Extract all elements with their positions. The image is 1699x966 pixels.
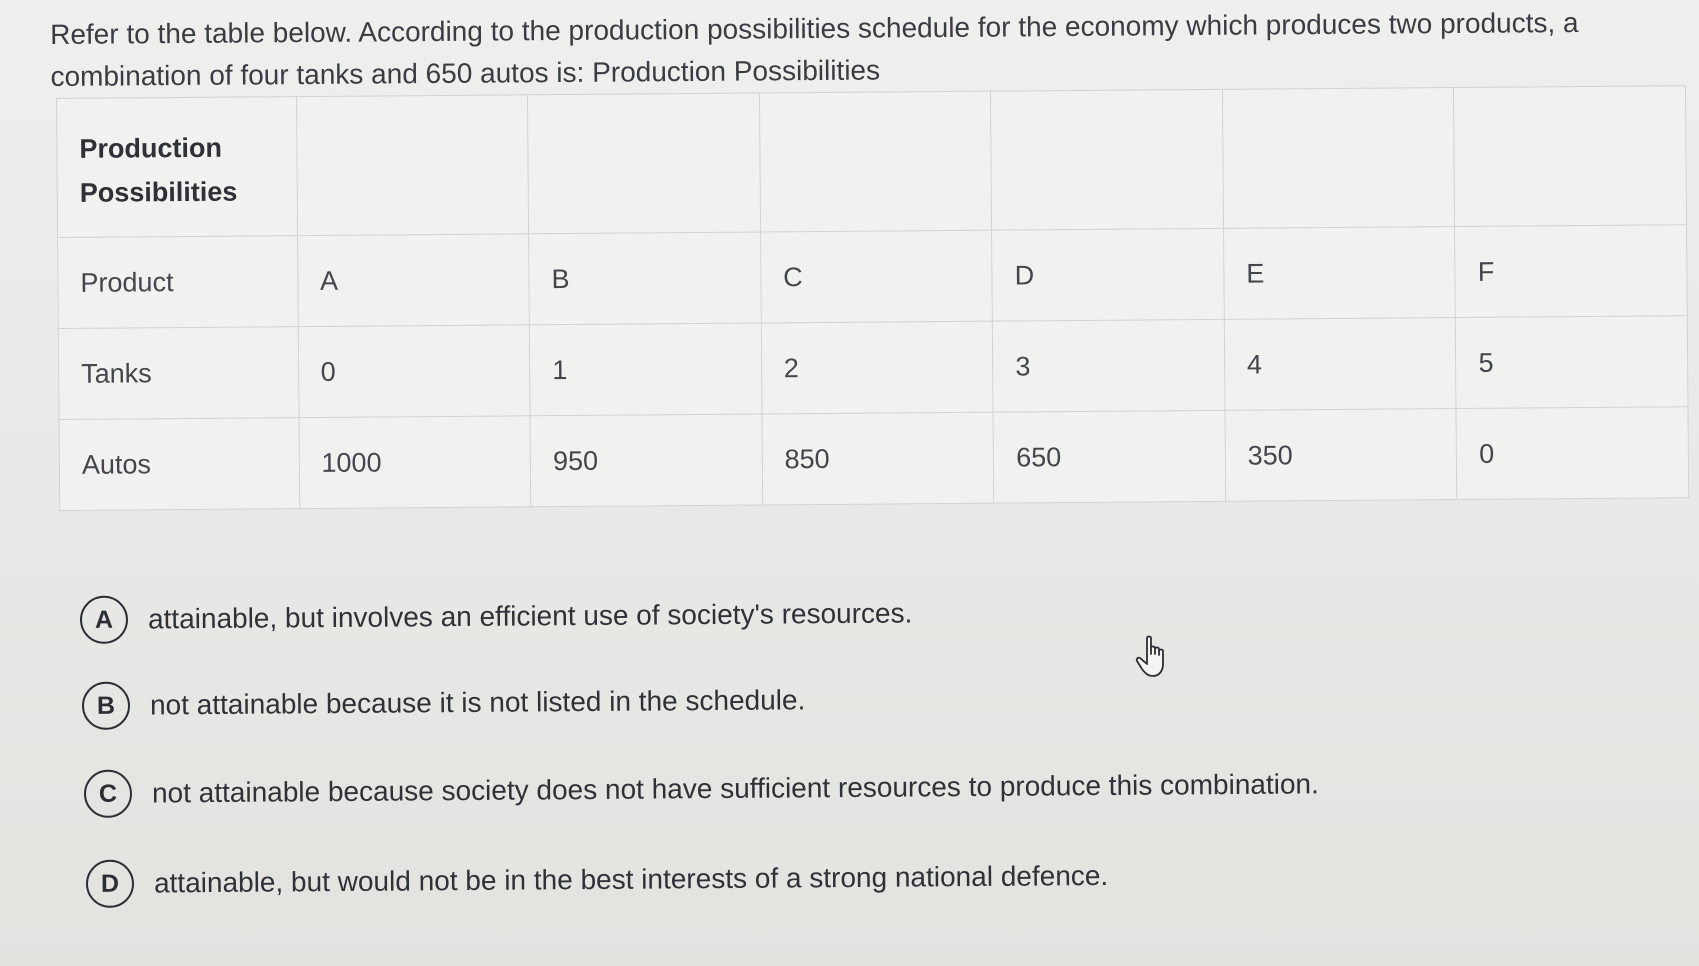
choice-letter-badge[interactable]: D [86,860,134,908]
choice-letter-badge[interactable]: A [80,596,128,644]
table-cell: A [297,234,529,327]
choice-letter-badge[interactable]: B [82,682,130,730]
table-header-empty [759,91,992,232]
table-cell: F [1455,225,1687,318]
hand-pointer-icon [1134,634,1174,680]
choice-text[interactable]: attainable, but would not be in the best interests of a strong national defence. [153,859,1109,899]
table-row [58,225,1688,329]
table-header-empty [1222,88,1455,229]
table-cell: 1000 [299,416,531,509]
choice-text[interactable]: not attainable because it is not listed in the schedule. [149,684,806,721]
question-line-1: Refer to the table below. According to the production possibilities schedule for the economy which produces two products, a [50,6,1579,50]
table-cell: B [529,232,761,325]
question-text [50,2,1611,98]
question-line-2: combination of four tanks and 650 autos is: Production Possibilities [50,54,881,92]
table-cell: Autos [59,418,299,511]
table-header-empty [1454,86,1687,227]
table-cell: 350 [1225,409,1457,502]
table-header-empty [528,93,761,234]
table-header-cell: Production Possibilities [57,97,298,238]
table-cell: 1 [529,323,761,416]
table-header-empty [991,89,1224,230]
table-cell: 5 [1456,316,1688,409]
table-header-row [57,86,1687,238]
choice-c[interactable] [84,760,1319,818]
table-cell: 0 [298,325,530,418]
choice-d[interactable] [86,852,1109,908]
table-cell: 3 [993,319,1225,412]
choice-text[interactable]: not attainable because society does not have sufficient resources to produce this combination. [151,768,1319,809]
table-cell: 950 [530,414,762,507]
production-table [56,85,1689,511]
table-cell: 650 [993,410,1225,503]
table-cell: C [760,230,992,323]
table-cell: Tanks [58,327,298,420]
table-header-empty [296,95,529,236]
choice-b[interactable] [82,676,806,730]
table-row [58,316,1688,420]
table-cell: E [1223,227,1455,320]
table-cell: 850 [762,412,994,505]
choice-text[interactable]: attainable, but involves an efficient use of society's resources. [147,597,913,635]
table-cell: 2 [761,321,993,414]
table-cell: 4 [1224,318,1456,411]
choice-a[interactable] [80,589,913,644]
choice-letter-badge[interactable]: C [84,770,132,818]
table-cell: D [992,228,1224,321]
table-row [59,407,1689,511]
table-cell: Product [58,236,298,329]
table-cell: 0 [1456,407,1688,500]
